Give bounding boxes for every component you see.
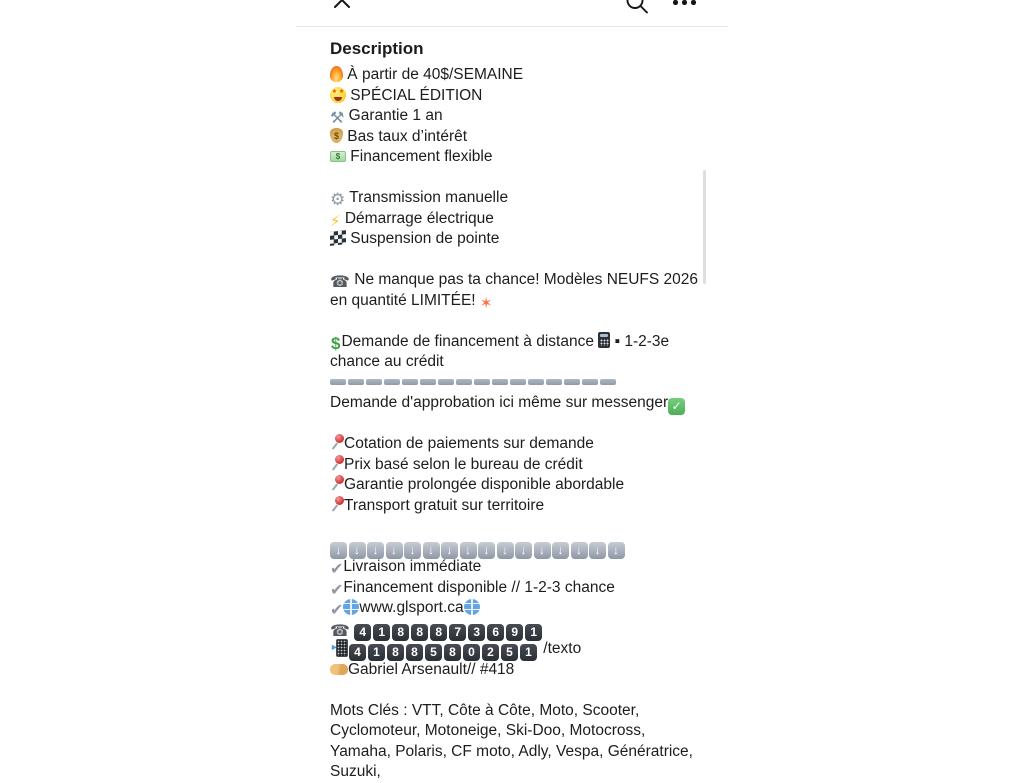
description-line: Cyclomoteur, Motoneige, Ski-Doo, Motocross,	[330, 722, 646, 739]
description-line: ✔ www.glsport.ca	[330, 598, 706, 619]
keycap-digit: 8	[392, 624, 409, 641]
heavy-minus-icon	[330, 379, 346, 385]
heavy-minus-icon	[420, 379, 436, 385]
heavy-minus-icon	[600, 379, 616, 385]
arrow-down-square-icon	[552, 542, 569, 559]
arrow-down-square-icon	[608, 542, 625, 559]
keycap-digit: 1	[368, 644, 385, 661]
arrow-down-square-icon	[497, 542, 514, 559]
description-line: ✔Livraison immédiate	[330, 558, 482, 578]
description-line	[330, 619, 706, 640]
description-line: ⚡ Démarrage électrique	[330, 209, 494, 230]
pushpin-icon	[330, 475, 344, 492]
heavy-minus-icon	[366, 379, 382, 385]
arrow-down-square-icon	[386, 542, 403, 559]
arrow-down-square-icon	[404, 542, 421, 559]
keycap-digit: 2	[482, 644, 499, 661]
calculator-icon	[598, 332, 610, 348]
arrow-down-square-icon	[478, 542, 495, 559]
globe-icon	[464, 599, 480, 615]
description-line	[330, 680, 706, 701]
more-options-button[interactable]	[673, 0, 696, 8]
listing-detail-panel	[296, 0, 728, 780]
heavy-minus-icon	[528, 379, 544, 385]
description-line: ☎ Ne manque pas ta chance! Modèles NEUFS 2026	[330, 271, 699, 291]
heavy-minus-icon	[474, 379, 490, 385]
description-line	[330, 250, 706, 271]
keycap-digit: 8	[430, 624, 447, 641]
description-line: Cotation de paiements sur demande	[330, 434, 706, 455]
arrow-down-square-icon	[534, 542, 551, 559]
description-line: Mots Clés : VTT, Côte à Côte, Moto, Scooter,	[330, 701, 640, 719]
arrow-down-square-icon	[571, 542, 588, 559]
description-line	[330, 373, 706, 394]
check-gray-icon: ✔	[330, 581, 344, 599]
star-struck-icon	[330, 87, 346, 103]
collision-icon: ✶	[479, 294, 493, 312]
description-line: ►4 1 8 8 5 8 0 2 5 1 /texto	[330, 639, 706, 660]
description-line: ✔Financement disponible // 1-2-3 chance	[330, 578, 615, 599]
keycap-digit: 5	[501, 644, 518, 661]
pushpin-icon	[330, 455, 344, 472]
description-line: ⚒ Garantie 1 an	[330, 107, 443, 127]
keycap-digit: 1	[525, 624, 542, 641]
description-line: chance au crédit	[330, 353, 444, 370]
description-line	[330, 311, 706, 332]
keycap-digit: 4	[354, 624, 371, 641]
more-options-icon	[673, 0, 678, 5]
arrow-down-square-icon	[367, 542, 384, 559]
arrow-down-square-icon	[349, 542, 366, 559]
keycap-digit: 7	[449, 624, 466, 641]
phone-icon: ☎	[330, 622, 350, 640]
description-line: Garantie prolongée disponible abordable	[330, 475, 706, 496]
heavy-minus-icon	[564, 379, 580, 385]
heavy-minus-icon	[510, 379, 526, 385]
heavy-minus-icon	[438, 379, 454, 385]
search-icon	[625, 0, 651, 16]
keycap-digit: 8	[444, 644, 461, 661]
fire-icon	[330, 66, 343, 82]
keycap-digit: 1	[373, 624, 390, 641]
keycap-digit: 4	[349, 644, 366, 661]
scrollbar-thumb[interactable]	[703, 170, 706, 284]
keycap-digit: 0	[463, 644, 480, 661]
pushpin-icon	[330, 434, 344, 451]
description-line: $ Bas taux d’intérêt	[330, 127, 706, 148]
description-line: Prix basé selon le bureau de crédit	[330, 455, 706, 476]
description-line: Transport gratuit sur territoire	[330, 496, 706, 517]
description-line: $ Financement flexible	[330, 147, 706, 168]
heavy-minus-icon	[348, 379, 364, 385]
heavy-dollar-icon: $	[331, 333, 341, 353]
description-line: Demande d'approbation ici même sur messenger✓	[330, 393, 706, 414]
money-wings-icon	[330, 151, 346, 162]
close-icon	[333, 0, 351, 9]
arrow-down-square-icon	[441, 542, 458, 559]
check-gray-icon: ✔	[330, 561, 344, 578]
gear-icon: ⚙	[330, 190, 346, 209]
keycap-digit: 3	[468, 624, 485, 641]
keycap-digit: 8	[406, 644, 423, 661]
more-options-icon	[682, 0, 687, 5]
description-line: Gabriel Arsenault// #418	[330, 660, 706, 681]
description-line: en quantité LIMITÉE! ✶	[330, 291, 493, 312]
description-line	[330, 414, 706, 435]
description-line: ⚙ Transmission manuelle	[330, 189, 509, 209]
arrow-down-square-icon	[423, 542, 440, 559]
keycap-digit: 9	[506, 624, 523, 641]
keycap-digit: 8	[411, 624, 428, 641]
keycap-digit: 5	[425, 644, 442, 661]
pushpin-icon	[330, 496, 344, 513]
description-line: Yamaha, Polaris, CF moto, Adly, Vespa, Génératrice,	[330, 742, 693, 760]
search-button[interactable]	[625, 0, 651, 16]
mobile-arrow-icon	[330, 639, 349, 656]
keycap-digit: 8	[387, 644, 404, 661]
check-gray-icon: ✔	[330, 602, 344, 619]
zap-icon: ⚡	[330, 212, 341, 230]
heavy-minus-icon	[384, 379, 400, 385]
description-line: ★ ★ SPÉCIAL ÉDITION	[330, 86, 706, 107]
keycap-digit: 1	[520, 644, 537, 661]
check-green-icon	[668, 398, 685, 415]
globe-icon	[343, 599, 359, 615]
heavy-minus-icon	[492, 379, 508, 385]
description-line	[330, 516, 706, 537]
description-line	[330, 168, 706, 189]
heavy-minus-icon	[456, 379, 472, 385]
arrow-down-square-icon	[460, 542, 477, 559]
keycap-digit: 6	[487, 624, 504, 641]
description-line: Suzuki,	[330, 763, 381, 780]
description-line: À partir de 40$/SEMAINE	[330, 65, 706, 86]
description-line: $Demande de financement à distance ▪ 1-2-3e	[331, 332, 670, 353]
handshake-icon	[330, 664, 348, 675]
close-button[interactable]	[333, 0, 351, 9]
section-title: Description	[330, 39, 424, 58]
description-lines	[330, 65, 706, 783]
more-options-icon	[691, 0, 696, 5]
heavy-minus-icon	[402, 379, 418, 385]
checkered-flag-icon	[330, 230, 346, 246]
description-line	[330, 537, 706, 558]
heavy-minus-icon	[582, 379, 598, 385]
hammer-wrench-icon: ⚒	[330, 110, 345, 127]
arrow-down-square-icon	[515, 542, 532, 559]
description-line: Suspension de pointe	[330, 229, 706, 250]
description-section	[296, 27, 728, 783]
money-bag-icon	[330, 128, 343, 143]
arrow-down-square-icon	[330, 542, 347, 559]
heavy-minus-icon	[546, 379, 562, 385]
phone-icon: ☎	[330, 274, 350, 291]
arrow-down-square-icon	[589, 542, 606, 559]
